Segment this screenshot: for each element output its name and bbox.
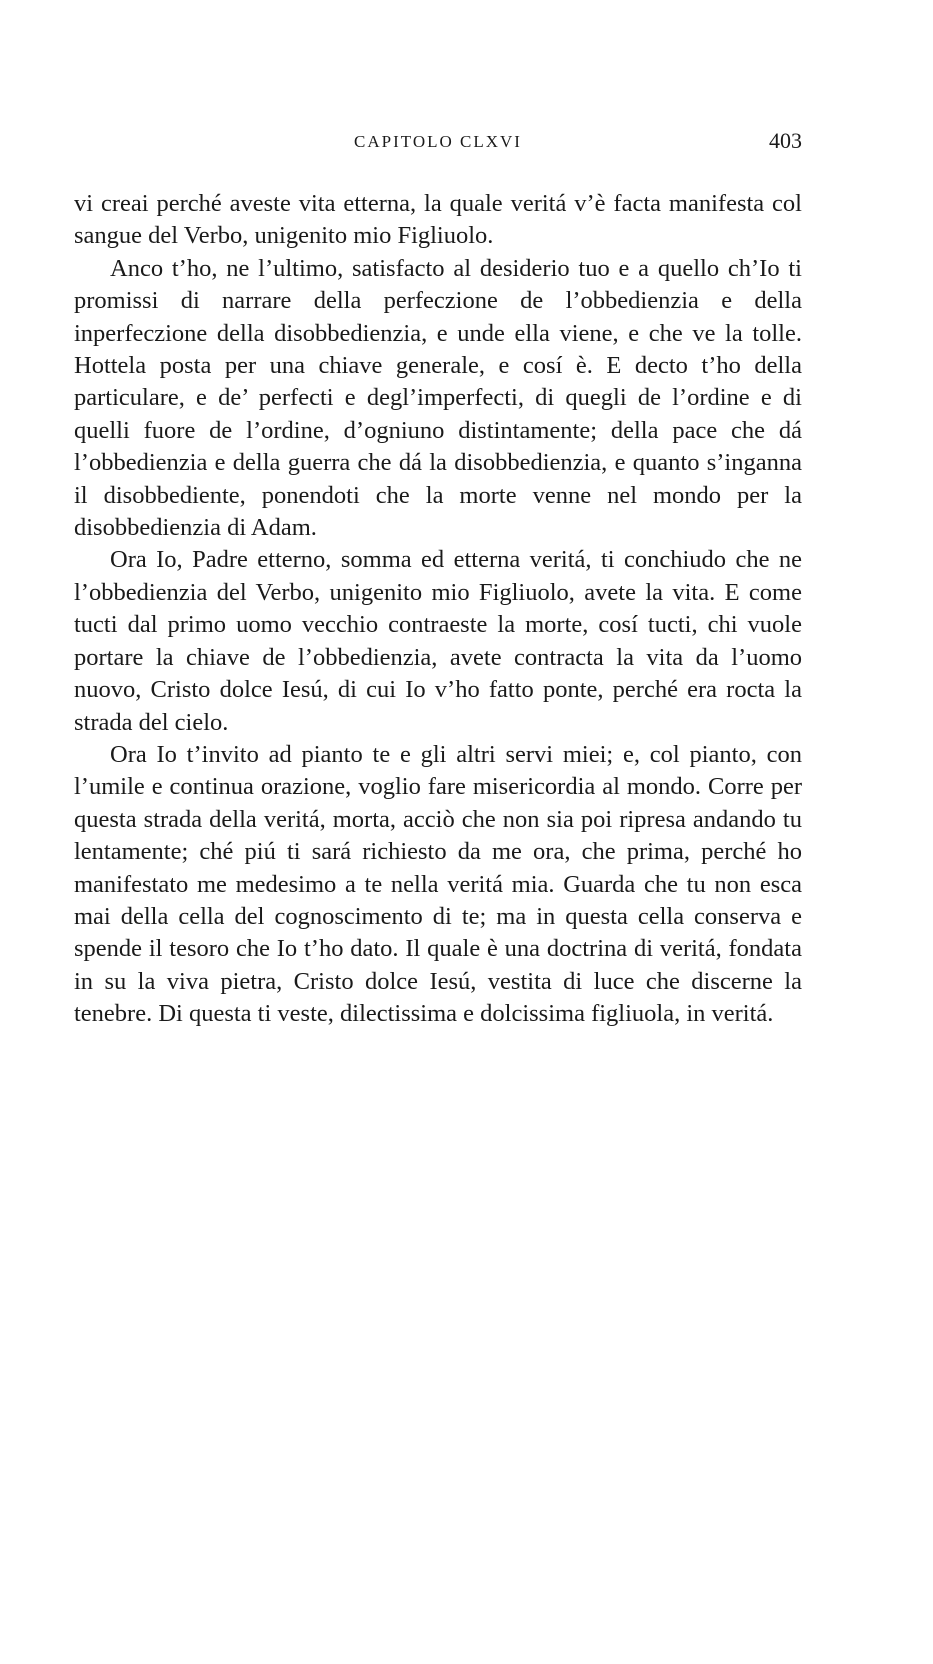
paragraph: Ora Io t’invito ad pianto te e gli altri servi miei; e, col pianto, con l’umile e continua orazione, voglio fare misericordia al mondo. Corre per questa strada della veritá, morta, acciò che non sia poi ripresa andando tu lentamente; ché piú ti sará richiesto da me ora, che prima, perché ho manifestato me medesimo a te nella veritá mia. Guarda che tu non esca mai della cella del cognoscimento di te; ma in questa cella conserva e spende il tesoro che Io t’ho dato. Il quale è una doctrina di veritá, fondata in su la viva pietra, Cristo dolce Iesú, vestita di luce che discerne la tenebre. Di questa ti veste, dilectissima e dolcissima figliuola, in veritá. bbox=[74, 740, 802, 1028]
paragraph: Anco t’ho, ne l’ultimo, satisfacto al desiderio tuo e a quello ch’Io ti promissi di narrare della perfeczione de l’obbedienzia e della inperfeczione della disobbedienzia, e unde ella viene, e che ve la tolle. Hottela posta per una chiave generale, e cosí è. E decto t’ho della particulare, e de’ perfecti e degl’imperfecti, di quegli de l’ordine e di quelli fuore de l’ordine, d’ogniuno distintamente; della pace che dá l’obbedienzia e della guerra che dá la disobbedienzia, e quanto s’inganna il disobbediente, ponendoti che la morte venne nel mondo per la disobbedienzia di Adam. bbox=[74, 254, 802, 542]
body-text bbox=[74, 188, 802, 1031]
running-head bbox=[74, 128, 802, 162]
paragraph-continuation: vi creai perché aveste vita etterna, la quale veritá v’è facta manifesta col sangue del Verbo, unigenito mio Figliuolo. bbox=[74, 190, 802, 250]
paragraph: Ora Io, Padre etterno, somma ed etterna veritá, ti conchiudo che ne l’obbedienzia del Verbo, unigenito mio Figliuolo, avete la vita. E come tucti dal primo uomo vecchio contraeste la morte, cosí tucti, chi vuole portare la chiave de l’obbedienzia, avete contracta la vita da l’uomo nuovo, Cristo dolce Iesú, di cui Io v’ho fatto ponte, perché era rocta la strada del cielo. bbox=[74, 546, 802, 736]
chapter-title: CAPITOLO CLXVI bbox=[354, 132, 522, 151]
page-number: 403 bbox=[769, 128, 802, 153]
